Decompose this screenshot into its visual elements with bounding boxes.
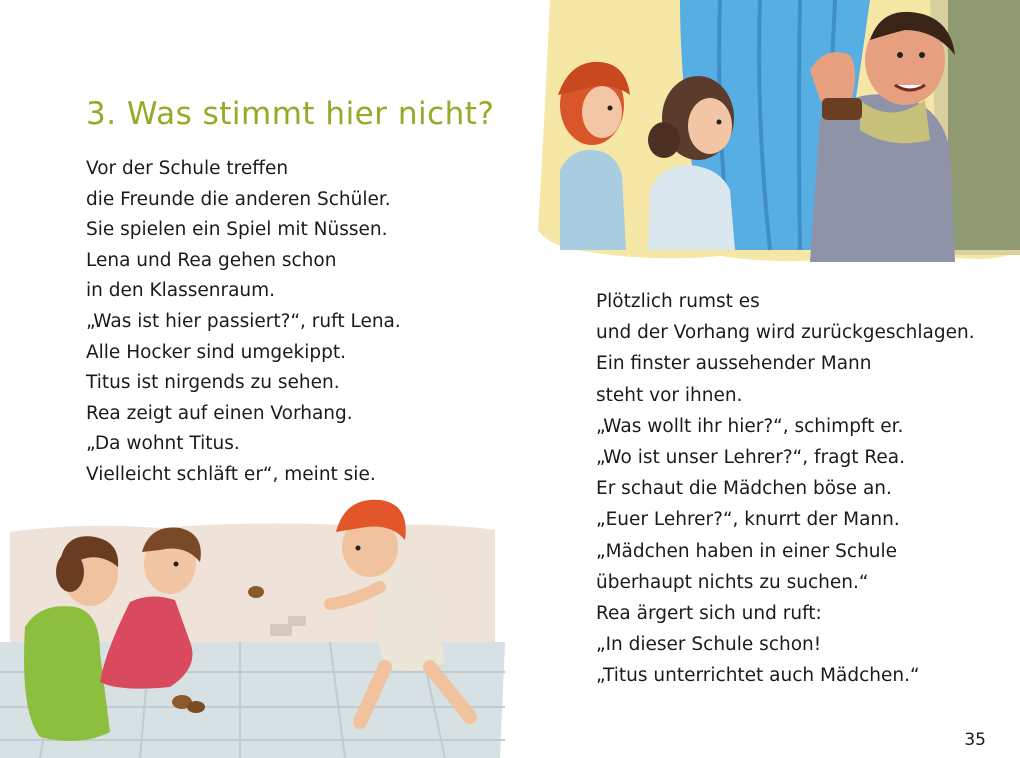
story-line: Er schaut die Mädchen böse an. (596, 478, 892, 500)
story-line: „In dieser Schule schon! (596, 634, 822, 656)
chapter-title: 3. Was stimmt hier nicht? (86, 96, 495, 132)
story-line: Rea zeigt auf einen Vorhang. (86, 402, 353, 424)
story-line: Sie spielen ein Spiel mit Nüssen. (86, 219, 388, 241)
story-line: „Da wohnt Titus. (86, 433, 240, 455)
story-line: und der Vorhang wird zurückgeschlagen. (596, 322, 975, 344)
illustration-classroom-curtain (530, 0, 1020, 268)
story-line: „Titus unterrichtet auch Mädchen.“ (596, 665, 920, 687)
story-line: „Euer Lehrer?“, knurrt der Mann. (596, 509, 900, 531)
story-line: Vielleicht schläft er“, meint sie. (86, 463, 376, 485)
story-line: „Was wollt ihr hier?“, schimpft er. (596, 415, 904, 437)
story-line: Plötzlich rumst es (596, 291, 760, 312)
story-line: Lena und Rea gehen schon (86, 249, 337, 271)
story-line: steht vor ihnen. (596, 384, 743, 406)
story-line: „Was ist hier passiert?“, ruft Lena. (86, 310, 401, 332)
story-line: Alle Hocker sind umgekippt. (86, 341, 346, 363)
story-line: überhaupt nichts zu suchen.“ (596, 571, 869, 593)
right-story-text (596, 286, 975, 692)
page-number: 35 (964, 730, 986, 750)
illustration-children-playing (0, 492, 510, 758)
doorway-dark (948, 0, 1020, 250)
story-line: in den Klassenraum. (86, 280, 276, 302)
story-line: „Wo ist unser Lehrer?“, fragt Rea. (596, 447, 905, 469)
story-line: Vor der Schule treffen (86, 158, 289, 179)
story-line: die Freunde die anderen Schüler. (86, 188, 391, 210)
story-line: Titus ist nirgends zu sehen. (86, 372, 340, 394)
story-line: Ein finster aussehender Mann (596, 353, 872, 375)
left-story-text (86, 154, 401, 491)
story-line: Rea ärgert sich und ruft: (596, 603, 822, 625)
story-line: „Mädchen haben in einer Schule (596, 540, 898, 562)
